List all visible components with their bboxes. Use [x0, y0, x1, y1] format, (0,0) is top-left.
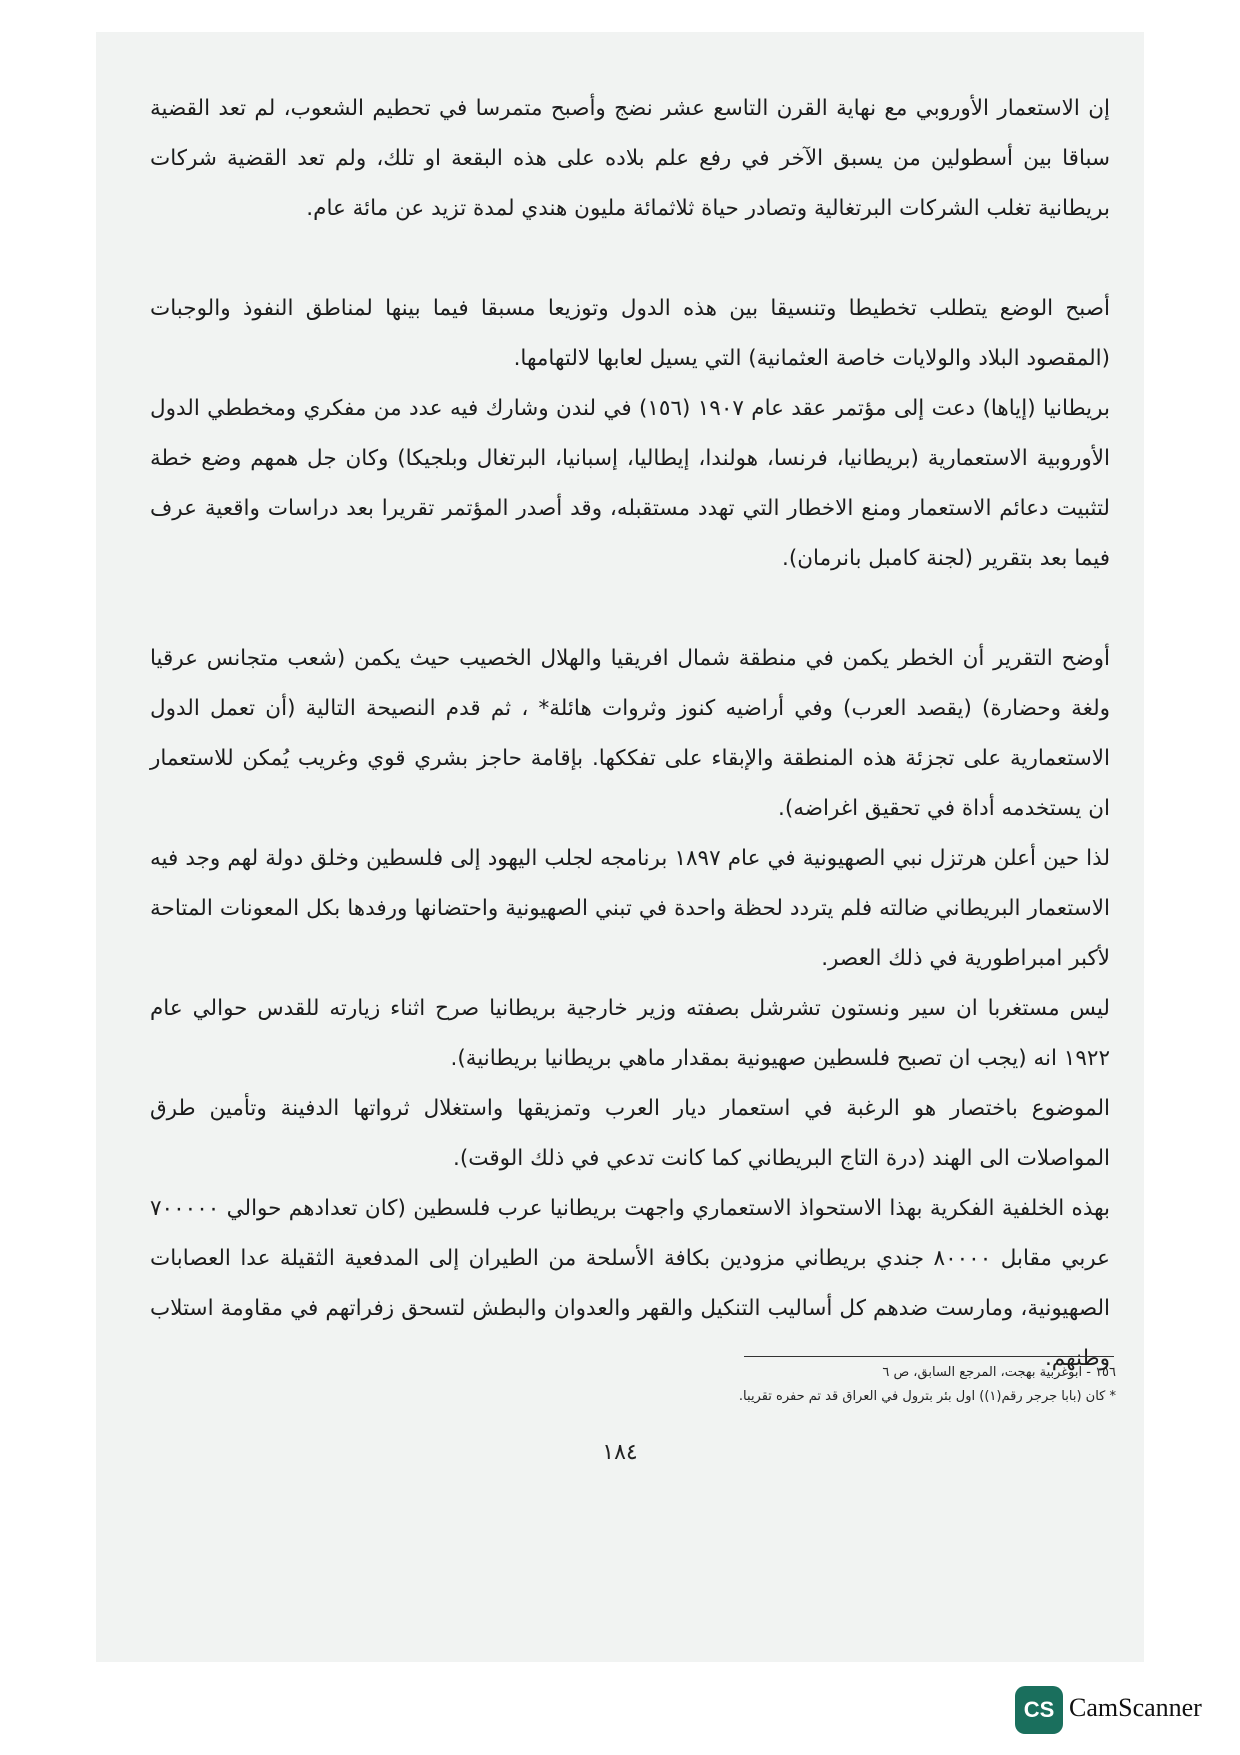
page-number: ١٨٤ — [602, 1440, 638, 1465]
paragraph-5: لذا حين أعلن هرتزل نبي الصهيونية في عام ١٨٩٧ برنامجه لجلب اليهود إلى فلسطين وخلق دولة لهم وجد فيه الاستعمار البريطاني ضالته فلم يتردد لحظة واحدة في تبني الصهيونية واحتضانها ورفدها بكل المعونات المتاحة لأكبر امبراطورية في ذلك العصر. — [150, 846, 1110, 971]
camscanner-logo-icon: CS — [1015, 1686, 1063, 1734]
paragraph-2: أصبح الوضع يتطلب تخطيطا وتنسيقا بين هذه الدول وتوزيعا مسبقا فيما بينها لمناطق النفوذ والوجبات (المقصود البلاد والولايات خاصة العثمانية) التي يسيل لعابها لالتهامها. — [150, 296, 1110, 371]
footnote-1: ١٥٦ - ابوغربية بهجت، المرجع السابق، ص ٦ — [882, 1365, 1116, 1380]
paragraph-8: بهذه الخلفية الفكرية بهذا الاستحواذ الاستعماري واجهت بريطانيا عرب فلسطين (كان تعدادهم حوالي ٧٠٠٠٠٠ عربي مقابل ٨٠٠٠٠ جندي بريطاني مزودين بكافة الأسلحة من الطيران إلى المدفعية الثقيلة عدا العصابات الصهيونية، ومارست ضدهم كل أساليب التنكيل والقهر والعدوان والبطش لتسحق زفراتهم في مقاومة استلاب وطنهم. — [150, 1196, 1110, 1371]
footnote-2: * كان (بابا جرجر رقم(١)) اول بئر بترول في العراق قد تم حفره تقريبا. — [738, 1389, 1116, 1404]
camscanner-brand: CamScanner — [1069, 1693, 1202, 1722]
paragraph-7: الموضوع باختصار هو الرغبة في استعمار ديار العرب وتمزيقها واستغلال ثرواتها الدفينة وتأمين طرق المواصلات الى الهند (درة التاج البريطاني كما كانت تدعي في ذلك الوقت). — [150, 1096, 1110, 1171]
paragraph-3: بريطانيا (إياها) دعت إلى مؤتمر عقد عام ١٩٠٧ (١٥٦) في لندن وشارك فيه عدد من مفكري ومخططي الدول الأوروبية الاستعمارية (بريطانيا، فرنسا، هولندا، إيطاليا، إسبانيا، البرتغال وبلجيكا) وكان جل همهم وضع خطة لتثبيت دعائم الاستعمار ومنع الاخطار التي تهدد مستقبله، وقد أصدر المؤتمر تقريرا بعد دراسات واقعية عرف فيما بعد بتقرير (لجنة كامبل بانرمان). — [150, 396, 1110, 571]
paragraph-4: أوضح التقرير أن الخطر يكمن في منطقة شمال افريقيا والهلال الخصيب حيث يكمن (شعب متجانس عرقيا ولغة وحضارة) (يقصد العرب) وفي أراضيه كنوز وثروات هائلة* ، ثم قدم النصيحة التالية (أن تعمل الدول الاستعمارية على تجزئة هذه المنطقة والإبقاء على تفككها. بإقامة حاجز بشري قوي وغريب يُمكن للاستعمار ان يستخدمه أداة في تحقيق اغراضه). — [150, 646, 1110, 821]
paragraph-6: ليس مستغربا ان سير ونستون تشرشل بصفته وزير خارجية بريطانيا صرح اثناء زيارته للقدس حوالي عام ١٩٢٢ انه (يجب ان تصبح فلسطين صهيونية بمقدار ماهي بريطانيا بريطانية). — [150, 996, 1110, 1071]
paragraph-1: إن الاستعمار الأوروبي مع نهاية القرن التاسع عشر نضج وأصبح متمرسا في تحطيم الشعوب، لم تعد القضية سباقا بين أسطولين من يسبق الآخر في رفع علم بلاده على هذه البقعة او تلك، ولم تعد القضية شركات بريطانية تغلب الشركات البرتغالية وتصادر حياة ثلاثمائة مليون هندي لمدة تزيد عن مائة عام. — [150, 96, 1110, 221]
footnote-rule — [744, 1356, 1114, 1357]
